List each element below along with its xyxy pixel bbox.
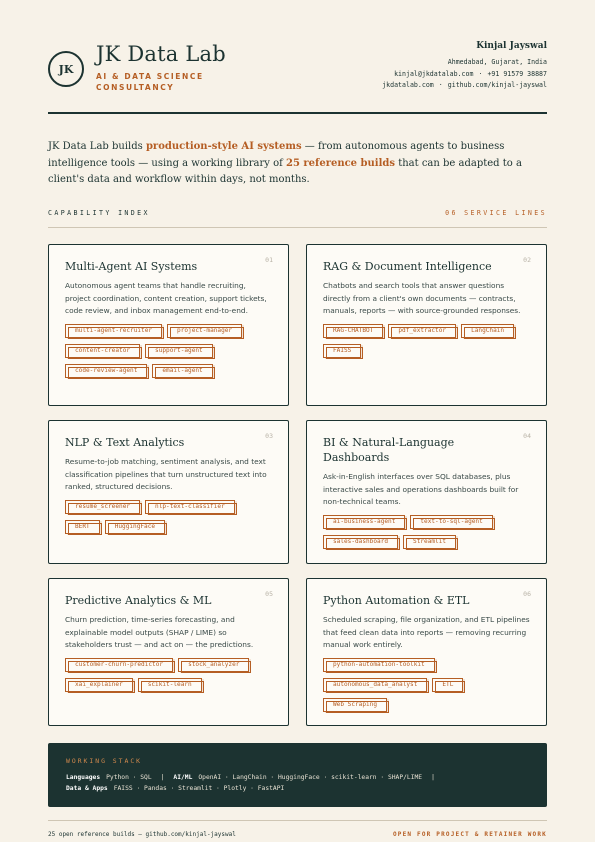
project-tag[interactable]: FAISS [323, 344, 361, 358]
intro-text: — from autonomous agents to business intelligence tools — using a working library of [48, 141, 505, 169]
project-tag[interactable]: support-agent [145, 344, 213, 358]
project-tag[interactable]: customer-churn-predictor [65, 658, 173, 672]
contact-block [382, 41, 547, 92]
project-tag[interactable]: code-review-agent [65, 364, 147, 378]
working-stack-panel [48, 743, 547, 807]
intro-text: JK Data Lab builds [48, 141, 146, 152]
footer-divider [48, 820, 547, 821]
card-description: Ask-in-English interfaces over SQL databases, plus interactive sales and operations dashboards built for non-technical teams. [323, 472, 519, 507]
card-description: Churn prediction, time-series forecasting, and explainable model outputs (SHAP / LIME) so stakeholders trust — and act on — the predictions. [65, 615, 254, 650]
service-card [306, 420, 547, 564]
card-description: Autonomous agent teams that handle recruiting, project coordination, content creation, support tickets, code review, and inbox management end-to-end. [65, 281, 267, 316]
footer [48, 831, 547, 838]
project-tag[interactable]: email-agent [152, 364, 212, 378]
project-tag[interactable]: scikit-learn [138, 678, 202, 692]
project-tag[interactable]: Web Scraping [323, 698, 387, 712]
contact-links [382, 80, 547, 92]
project-tag[interactable]: HuggingFace [105, 520, 165, 534]
card-title: Predictive Analytics & ML [65, 594, 212, 607]
stack-line [66, 783, 529, 794]
brand-tagline: AI & DATA SCIENCE CONSULTANCY [96, 72, 204, 92]
stack-languages-label: Languages [66, 774, 101, 781]
project-tag[interactable]: autonomous_data_analyst [323, 678, 427, 692]
card-description: Resume-to-job matching, sentiment analysis, and text classification pipelines that turn unstructured text into ranked, structured decisions. [65, 457, 267, 492]
stack-languages: Python · SQL [106, 774, 152, 781]
service-card [48, 420, 289, 564]
card-number: 04 [523, 432, 531, 440]
stack-aiml-label: AI/ML [173, 774, 193, 781]
contact-phone[interactable]: +91 91579 38887 [487, 69, 547, 78]
intro-paragraph [48, 139, 547, 189]
section-divider [48, 227, 547, 228]
footer-reference-link[interactable]: 25 open reference builds — github.com/kinjal-jayswal [48, 831, 236, 838]
capability-index-label: CAPABILITY INDEX [48, 209, 150, 217]
contact-website[interactable]: jkdatalab.com [382, 81, 434, 89]
tag-list [65, 500, 272, 540]
stack-aiml: OpenAI · LangChain · HuggingFace · scikit-learn · SHAP/LIME [198, 774, 423, 781]
project-tag[interactable]: project-manager [167, 324, 242, 338]
brand-name: JK Data Lab [96, 42, 226, 66]
stack-divider: | [431, 774, 435, 781]
project-tag[interactable]: xai_explainer [65, 678, 133, 692]
service-card [48, 578, 289, 726]
service-card [306, 244, 547, 406]
card-number: 02 [523, 256, 531, 264]
card-number: 03 [265, 432, 273, 440]
intro-highlight: production-style AI systems [145, 141, 302, 152]
tag-list [323, 324, 530, 364]
tag-list [65, 324, 272, 384]
working-stack-body [66, 772, 529, 794]
service-lines-count: 06 SERVICE LINES [445, 209, 547, 217]
intro-text: that can be adapted to a client's data and workflow within days, not months. [48, 157, 522, 185]
project-tag[interactable]: resume_screener [65, 500, 140, 514]
contact-email[interactable]: kinjal@jkdatalab.com [394, 69, 474, 78]
footer-availability: OPEN FOR PROJECT & RETAINER WORK [393, 831, 547, 838]
project-tag[interactable]: LangChain [461, 324, 514, 338]
contact-github[interactable]: github.com/kinjal-jayswal [447, 81, 547, 89]
stack-data-label: Data & Apps [66, 785, 108, 792]
page [48, 0, 547, 842]
project-tag[interactable]: RAG-CHATBOT [323, 324, 383, 338]
project-tag[interactable]: ai-business-agent [323, 515, 405, 529]
project-tag[interactable]: sales-dashboard [323, 535, 398, 549]
project-tag[interactable]: text-to-sql-agent [410, 515, 492, 529]
card-title: RAG & Document Intelligence [323, 260, 492, 273]
card-number: 01 [265, 256, 273, 264]
project-tag[interactable]: multi-agent-recruiter [65, 324, 162, 338]
card-description: Chatbots and search tools that answer questions directly from a client's own documents — contracts, manuals, reports — with source-grounded responses. [323, 281, 521, 316]
card-title: Python Automation & ETL [323, 594, 470, 607]
project-tag[interactable]: content-creator [65, 344, 140, 358]
card-number: 05 [265, 590, 273, 598]
project-tag[interactable]: stock_analyzer [178, 658, 249, 672]
card-description: Scheduled scraping, file organization, and ETL pipelines that feed clean data into reports — removing recurring manual work entirely. [323, 615, 530, 650]
project-tag[interactable]: ETL [432, 678, 463, 692]
contact-name: Kinjal Jayswal [476, 41, 547, 51]
separator: · [478, 69, 483, 78]
service-card [48, 244, 289, 406]
card-title: Multi-Agent AI Systems [65, 260, 198, 273]
stack-data: FAISS · Pandas · Streamlit · Plotly · FastAPI [113, 785, 285, 792]
stack-line [66, 772, 529, 783]
contact-email-phone [382, 69, 547, 81]
tag-list [65, 658, 272, 698]
card-title: NLP & Text Analytics [65, 436, 185, 449]
header-divider [48, 112, 547, 114]
card-title: BI & Natural-Language Dashboards [323, 436, 455, 464]
logo-monogram: JK [48, 51, 84, 87]
project-tag[interactable]: python-automation-toolkit [323, 658, 435, 672]
contact-location: Ahmedabad, Gujarat, India [447, 58, 547, 66]
capability-index-row [48, 209, 547, 217]
project-tag[interactable]: Streamlit [403, 535, 456, 549]
project-tag[interactable]: pdf_extractor [388, 324, 456, 338]
separator: · [438, 81, 443, 89]
stack-divider: | [160, 774, 165, 781]
service-card [306, 578, 547, 726]
working-stack-title: WORKING STACK [66, 757, 143, 765]
card-number: 06 [523, 590, 531, 598]
project-tag[interactable]: BERT [65, 520, 100, 534]
tag-list [323, 515, 530, 555]
project-tag[interactable]: nlp-text-classifier [145, 500, 235, 514]
intro-highlight: 25 reference builds [286, 157, 396, 169]
tag-list [323, 658, 530, 718]
